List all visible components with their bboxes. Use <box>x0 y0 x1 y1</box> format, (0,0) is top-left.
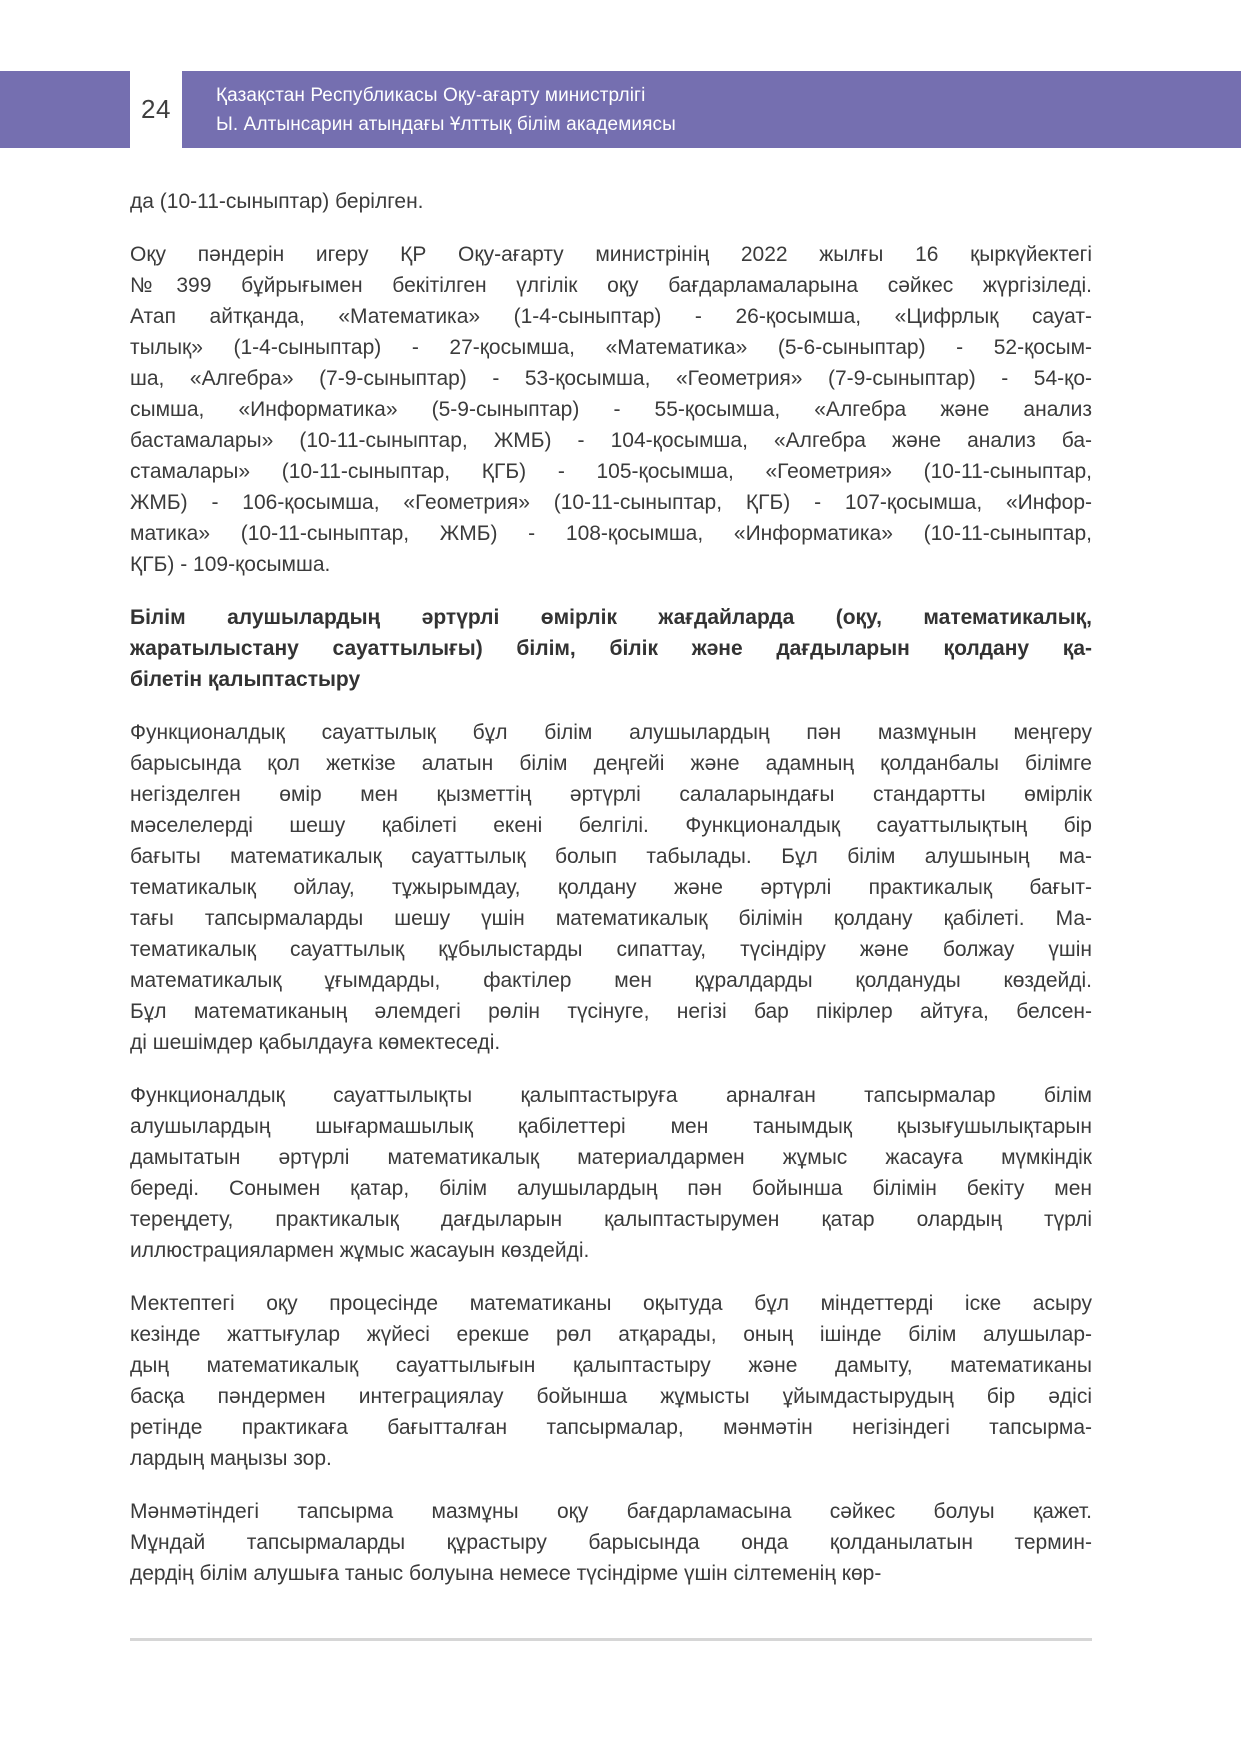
text-line: Атап айтқанда, «Математика» (1-4-сыныптар) - 26-қосымша, «Цифрлық сауат- <box>130 305 1092 328</box>
text-line: ша, «Алгебра» (7-9-сыныптар) - 53-қосымша, «Геометрия» (7-9-сыныптар) - 54-қо- <box>130 367 1092 390</box>
text-line: ретінде практикаға бағытталған тапсырмалар, мәнмәтін негізіндегі тапсырма- <box>130 1416 1092 1439</box>
text-line: жаратылыстану сауаттылығы) білім, білік және дағдыларын қолдану қа- <box>130 637 1092 660</box>
text-line: ЖМБ) - 106-қосымша, «Геометрия» (10-11-сыныптар, ҚГБ) - 107-қосымша, «Инфор- <box>130 491 1092 514</box>
text-line: математикалық ұғымдарды, фактілер мен құралдарды қолдануды көздейді. <box>130 969 1092 992</box>
text-line: мәселелерді шешу қабілеті екені белгілі. Функционалдық сауаттылықтың бір <box>130 814 1092 837</box>
page-number-box <box>130 71 182 148</box>
header-titles <box>216 81 676 139</box>
text-line: тағы тапсырмаларды шешу үшін математикалық білімін қолдану қабілеті. Ма- <box>130 907 1092 930</box>
text-line: Функционалдық сауаттылықты қалыптастыруға арналған тапсырмалар білім <box>130 1084 1092 1107</box>
text-line: иллюстрациялармен жұмыс жасауын көздейді. <box>130 1239 590 1262</box>
text-line: алушылардың шығармашылық қабілеттері мен танымдық қызығушылықтарын <box>130 1115 1092 1138</box>
text-line: лардың маңызы зор. <box>130 1447 332 1470</box>
text-line: дамытатын әртүрлі математикалық материалдармен жұмыс жасауға мүмкіндік <box>130 1146 1092 1169</box>
text-line: сымша, «Информатика» (5-9-сыныптар) - 55-қосымша, «Алгебра және анализ <box>130 398 1092 421</box>
text-line: ҚГБ) - 109-қосымша. <box>130 553 331 576</box>
footer-divider <box>130 1638 1092 1641</box>
text-line: тематикалық ойлау, тұжырымдау, қолдану және әртүрлі практикалық бағыт- <box>130 876 1092 899</box>
header-ministry-line: Қазақстан Республикасы Оқу-ағарту министрлігі <box>216 84 646 106</box>
text-line: стамалары» (10-11-сыныптар, ҚГБ) - 105-қосымша, «Геометрия» (10-11-сыныптар, <box>130 460 1092 483</box>
text-line: Оқу пәндерін игеру ҚР Оқу-ағарту министрінің 2022 жылғы 16 қыркүйектегі <box>130 243 1092 266</box>
text-line: Функционалдық сауаттылық бұл білім алушылардың пән мазмұнын меңгеру <box>130 721 1092 744</box>
text-line: матика» (10-11-сыныптар, ЖМБ) - 108-қосымша, «Информатика» (10-11-сыныптар, <box>130 522 1092 545</box>
paragraph <box>130 717 1092 1058</box>
text-line: кезінде жаттығулар жүйесі ерекше рөл атқарады, оның ішінде білім алушылар- <box>130 1323 1092 1346</box>
text-line: ді шешімдер қабылдауға көмектеседі. <box>130 1031 501 1054</box>
text-line: да (10-11-сыныптар) берілген. <box>130 190 424 213</box>
text-line: бастамалары» (10-11-сыныптар, ЖМБ) - 104-қосымша, «Алгебра және анализ ба- <box>130 429 1092 452</box>
text-line: береді. Сонымен қатар, білім алушылардың пән бойынша білімін бекіту мен <box>130 1177 1092 1200</box>
text-line: №399 бұйрығымен бекітілген үлгілік оқу бағдарламаларына сәйкес жүргізіледі. <box>130 274 1092 297</box>
text-line: дердің білім алушыға таныс болуына немесе түсіндірме үшін сілтеменің көр- <box>130 1562 882 1585</box>
header-academy-line: Ы. Алтынсарин атындағы Ұлттық білім академиясы <box>216 113 676 135</box>
text-line: тематикалық сауаттылық құбылыстарды сипаттау, түсіндіру және болжау үшін <box>130 938 1092 961</box>
text-line: білетін қалыптастыру <box>130 668 361 691</box>
page-number: 24 <box>141 94 171 124</box>
text-line: Бұл математиканың әлемдегі рөлін түсінуге, негізі бар пікірлер айтуға, белсен- <box>130 1000 1092 1023</box>
text-line: тылық» (1-4-сыныптар) - 27-қосымша, «Математика» (5-6-сыныптар) - 52-қосым- <box>130 336 1092 359</box>
paragraph <box>130 186 1092 217</box>
text-line: Мәнмәтіндегі тапсырма мазмұны оқу бағдарламасына сәйкес болуы қажет. <box>130 1500 1092 1523</box>
page-header-band <box>0 71 1241 148</box>
text-line: Мұндай тапсырмаларды құрастыру барысында онда қолданылатын термин- <box>130 1531 1092 1554</box>
text-line: тереңдету, практикалық дағдыларын қалыптастырумен қатар олардың түрлі <box>130 1208 1092 1231</box>
text-line: Білім алушылардың әртүрлі өмірлік жағдайларда (оқу, математикалық, <box>130 606 1092 629</box>
text-line: басқа пәндермен интеграциялау бойынша жұмысты ұйымдастырудың бір әдісі <box>130 1385 1092 1408</box>
section-heading <box>130 602 1092 695</box>
document-body <box>130 186 1092 1589</box>
text-line: негізделген өмір мен қызметтің әртүрлі салаларындағы стандартты өмірлік <box>130 783 1092 806</box>
text-line: дың математикалық сауаттылығын қалыптастыру және дамыту, математиканы <box>130 1354 1092 1377</box>
paragraph <box>130 1288 1092 1474</box>
text-line: бағыты математикалық сауаттылық болып табылады. Бұл білім алушының ма- <box>130 845 1092 868</box>
text-line: барысында қол жеткізе алатын білім деңгейі және адамның қолданбалы білімге <box>130 752 1092 775</box>
paragraph <box>130 1496 1092 1589</box>
paragraph <box>130 239 1092 580</box>
text-line: Мектептегі оқу процесінде математиканы оқытуда бұл міндеттерді іске асыру <box>130 1292 1092 1315</box>
paragraph <box>130 1080 1092 1266</box>
